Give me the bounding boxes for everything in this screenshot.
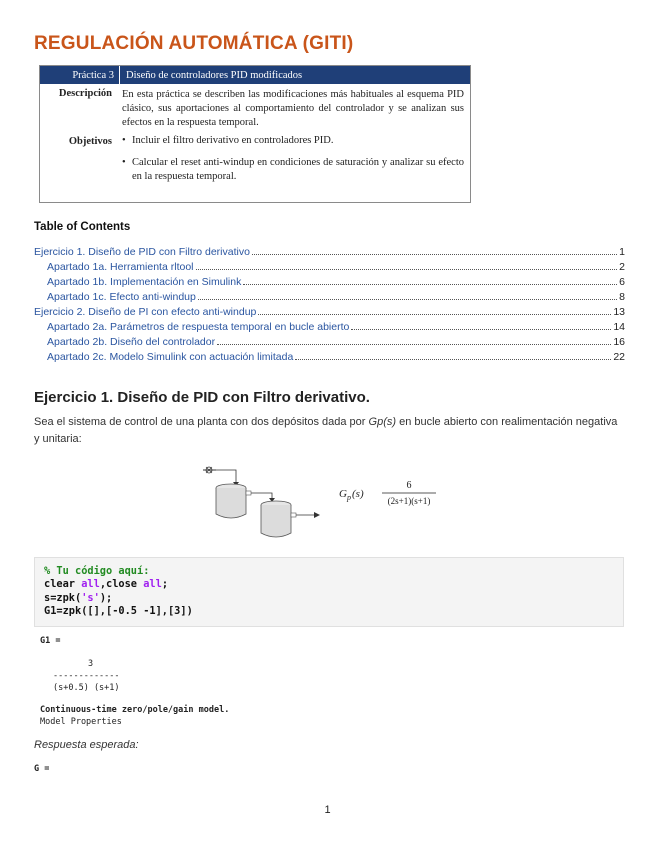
code-line: G1=zpk([],[-0.5 -1],[3]): [44, 605, 193, 618]
toc-page-number: 16: [613, 336, 625, 348]
two-tank-figure: [196, 460, 456, 542]
toc-item[interactable]: [34, 243, 625, 258]
toc-leader: [198, 299, 617, 300]
objective-text: Calcular el reset anti-windup en condiciones de saturación y analizar su efecto en la respuesta temporal.: [132, 157, 464, 182]
code-string: 's': [81, 591, 100, 604]
tf-denominator: (2s+1)(s+1): [387, 496, 431, 506]
code-token: ,close: [99, 578, 144, 591]
toc-item-text[interactable]: Ejercicio 2. Diseño de PI con efecto anti-windup: [34, 306, 257, 318]
paragraph-text: en bucle abierto con realimentación negativa y unitaria:: [34, 416, 618, 445]
code-keyword: all: [81, 578, 100, 591]
toc-leader: [258, 314, 611, 315]
toc-item-text[interactable]: Apartado 2a. Parámetros de respuesta temporal en bucle abierto: [47, 321, 350, 333]
toc-page-number: 6: [619, 276, 625, 288]
practice-info-box: [39, 65, 471, 203]
info-box-header: [40, 66, 470, 84]
section-heading: Ejercicio 1. Diseño de PID con Filtro derivativo.: [34, 389, 370, 406]
toc-item[interactable]: [34, 318, 625, 333]
toc-leader: [295, 359, 611, 360]
toc-item[interactable]: [34, 333, 625, 348]
bullet-icon: •: [122, 135, 126, 146]
toc-item[interactable]: [34, 288, 625, 303]
section-paragraph: [34, 414, 624, 448]
two-tank-diagram: [196, 460, 456, 542]
toc-page-number: 14: [613, 321, 625, 333]
toc-leader: [217, 344, 611, 345]
page-title: REGULACIÓN AUTOMÁTICA (GITI): [34, 33, 354, 54]
toc-item[interactable]: [34, 273, 625, 288]
code-token: );: [99, 591, 113, 604]
toc-page-number: 8: [619, 291, 625, 303]
tf-argument: (s): [352, 488, 364, 500]
toc-title: Table of Contents: [34, 221, 131, 233]
toc-leader: [243, 284, 617, 285]
toc-item[interactable]: [34, 348, 625, 363]
code-comment: % Tu código aquí:: [44, 565, 150, 577]
toc-item-text[interactable]: Apartado 2c. Modelo Simulink con actuación limitada: [47, 351, 294, 363]
objective-text: Incluir el filtro derivativo en controladores PID.: [132, 135, 334, 146]
tank-2-icon: [261, 501, 320, 537]
code-token: clear: [44, 578, 82, 591]
code-token: ;: [161, 578, 169, 591]
tf-numerator: 6: [406, 480, 412, 491]
practice-label: Práctica 3: [40, 66, 120, 84]
output-denominator: (s+0.5) (s+1): [53, 683, 120, 693]
tf-subscript: p: [347, 493, 351, 502]
toc-item-text[interactable]: Ejercicio 1. Diseño de PID con Filtro derivativo: [34, 246, 250, 258]
output-numerator: 3: [88, 659, 94, 669]
toc-item-text[interactable]: Apartado 1c. Efecto anti-windup: [47, 291, 196, 303]
toc-item-text[interactable]: Apartado 1b. Implementación en Simulink: [47, 276, 242, 288]
toc-item-text[interactable]: Apartado 2b. Diseño del controlador: [47, 336, 216, 348]
toc-item-text[interactable]: Apartado 1a. Herramienta rltool: [47, 261, 194, 273]
toc-leader: [196, 269, 618, 270]
plant-variable: Gp(s): [368, 416, 397, 428]
toc-page-number: 2: [619, 261, 625, 273]
output-var-line: G1 =: [40, 636, 61, 646]
objective-item: [122, 156, 464, 184]
description-label: Descripción: [58, 88, 112, 99]
valve-icon: [203, 467, 239, 486]
output-properties-link[interactable]: Model Properties: [40, 717, 122, 727]
toc-leader: [252, 254, 617, 255]
output-model-line: Continuous-time zero/pole/gain model.: [40, 705, 230, 715]
paragraph-text: Sea el sistema de control de una planta con dos depósitos dada por: [34, 416, 369, 428]
practice-title: Diseño de controladores PID modificados: [126, 69, 303, 81]
toc-item[interactable]: [34, 303, 625, 318]
tf-label: G: [339, 488, 347, 500]
toc-leader: [351, 329, 611, 330]
toc-page-number: 13: [613, 306, 625, 318]
objectives-label: Objetivos: [68, 136, 112, 147]
expected-response-label: Respuesta esperada:: [34, 739, 139, 751]
output-fraction-bar: -------------: [53, 671, 120, 681]
expected-var-line: G =: [34, 764, 50, 774]
toc-page-number: 1: [619, 246, 625, 258]
objective-item: [122, 134, 464, 148]
code-token: s=zpk(: [44, 591, 82, 604]
toc-item[interactable]: [34, 258, 625, 273]
page-number: 1: [324, 804, 331, 816]
toc-page-number: 22: [613, 351, 625, 363]
description-text: En esta práctica se describen las modificaciones más habituales al esquema PID clásico, sus aportaciones al comportamiento del controlador y se analizan sus efectos en la respuesta temporal.: [122, 89, 464, 128]
code-keyword: all: [143, 578, 162, 591]
bullet-icon: •: [122, 157, 126, 168]
code-block[interactable]: [34, 557, 624, 627]
